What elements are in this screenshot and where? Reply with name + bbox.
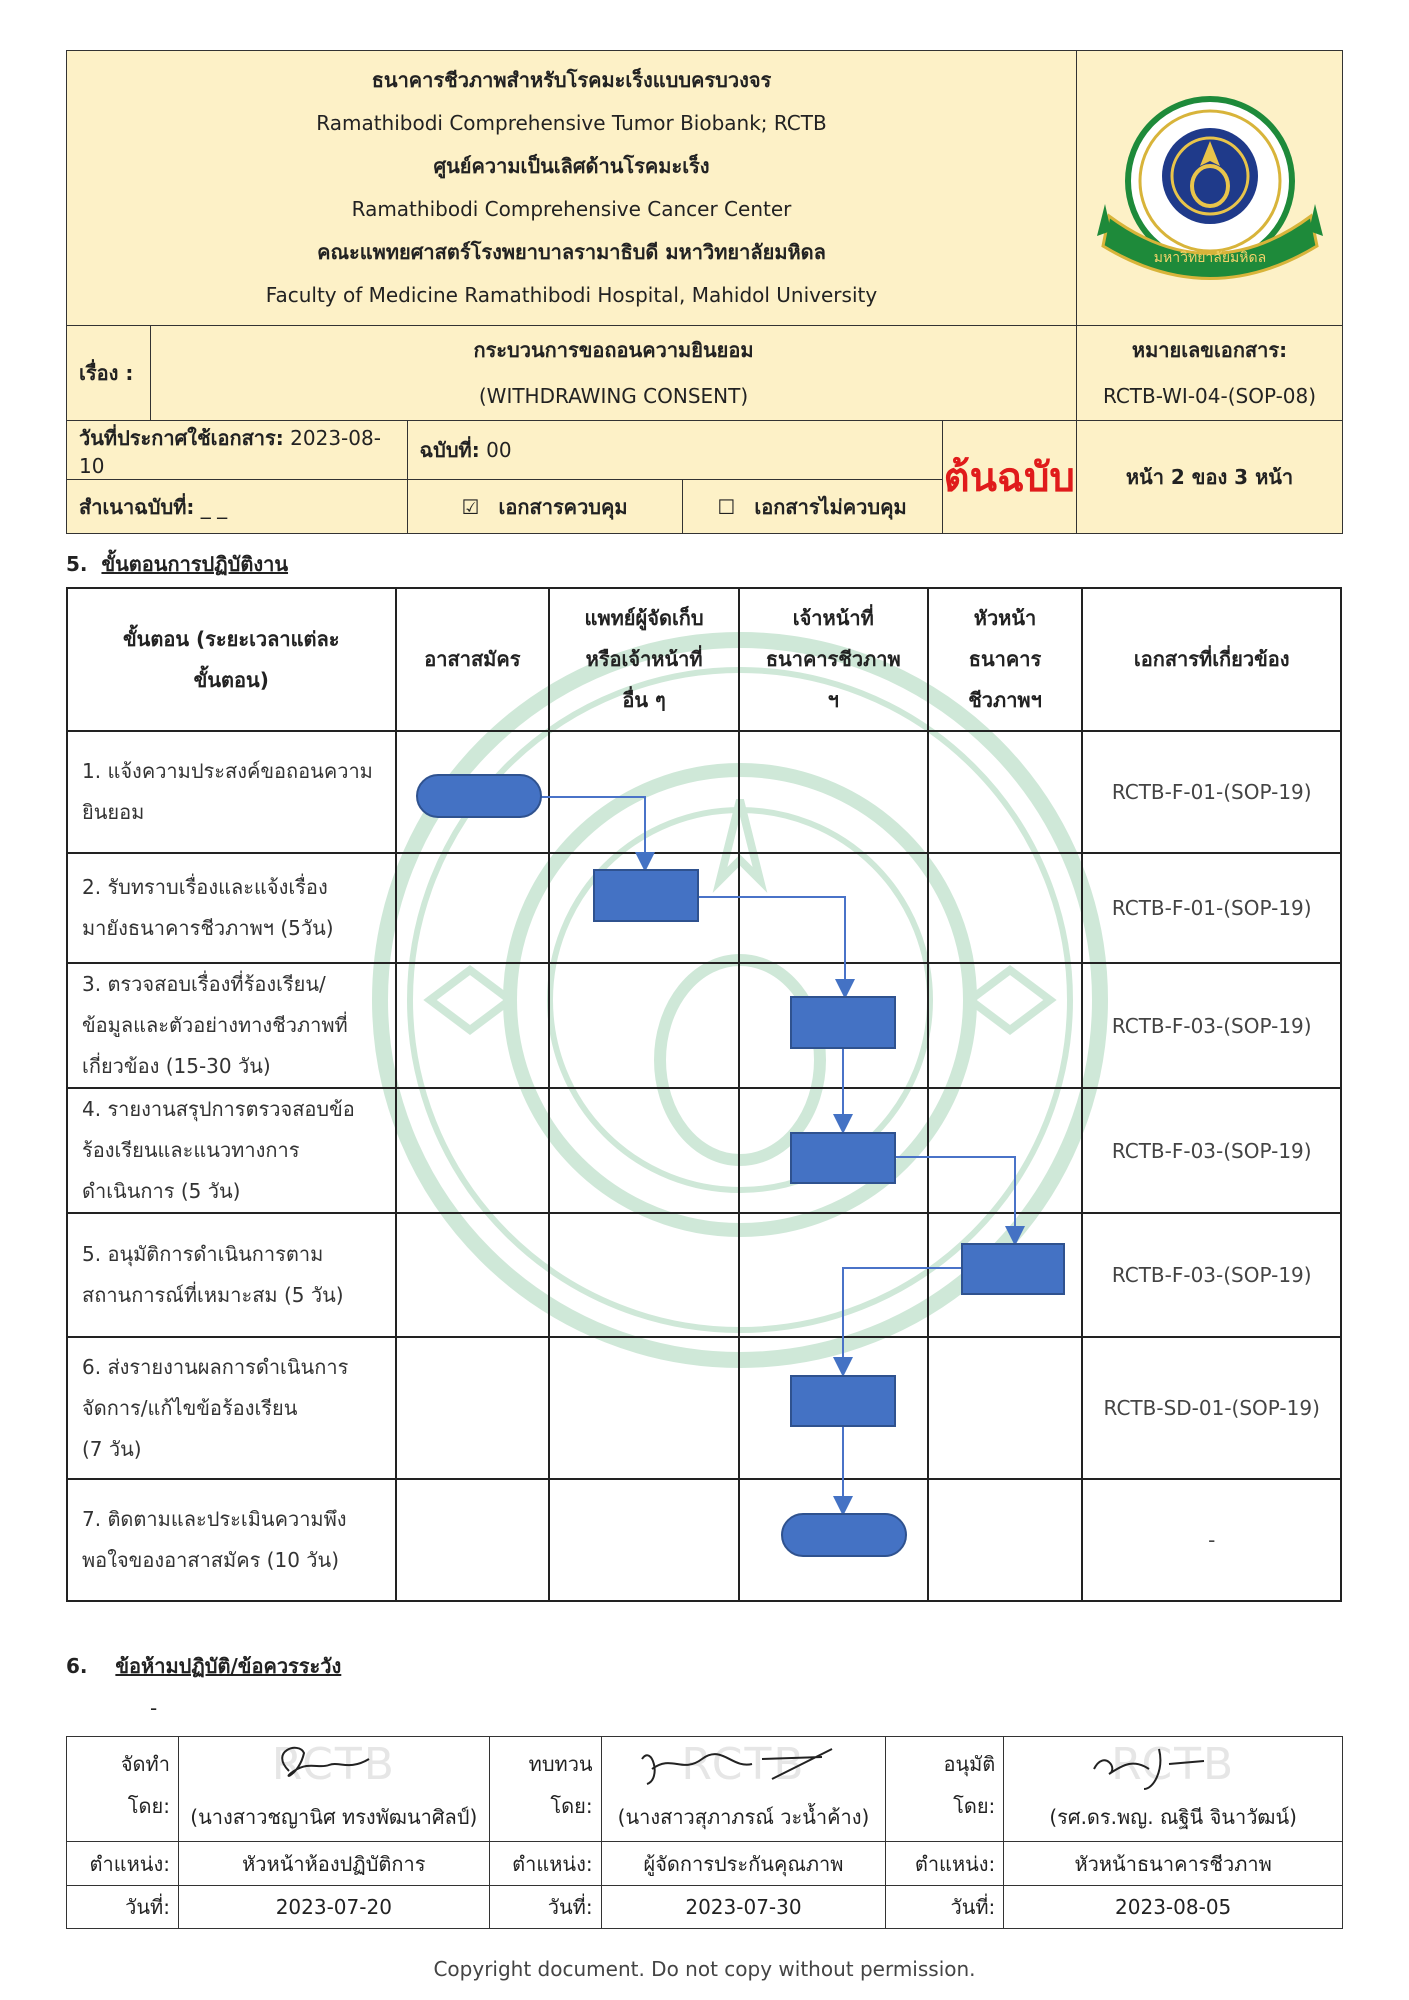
date-label: วันที่:	[886, 1886, 1004, 1929]
step-line: ยินยอม	[82, 800, 145, 824]
controlled-option[interactable]	[407, 480, 682, 534]
step-line: มายังธนาคารชีวภาพฯ (5วัน)	[82, 916, 334, 940]
edition-number: 00	[486, 438, 512, 462]
step-line: 5. อนุมัติการดำเนินการตาม	[82, 1242, 324, 1266]
role-by-label: โดย:	[550, 1794, 593, 1818]
position-label: ตำแหน่ง:	[489, 1842, 601, 1886]
subject-label: เรื่อง :	[67, 326, 151, 421]
copy-number-label: สำเนาฉบับที่:	[79, 494, 195, 519]
header-line: หัวหน้า	[973, 606, 1037, 630]
signer-position: ผู้จัดการประกันคุณภาพ	[601, 1842, 886, 1886]
section-title: ขั้นตอนการปฏิบัติงาน	[101, 552, 289, 576]
page-number: หน้า 2 ของ 3 หน้า	[1077, 421, 1343, 534]
document-number-label: หมายเลขเอกสาร:	[1131, 338, 1288, 362]
document-number: RCTB-WI-04-(SOP-08)	[1102, 384, 1317, 408]
section-number: 5.	[66, 552, 88, 576]
signer-name: (นางสาวชญานิศ ทรงพัฒนาศิลป์)	[178, 1793, 489, 1842]
header-line: เอกสารที่เกี่ยวข้อง	[1133, 647, 1290, 671]
rctb-watermark: RCTB	[271, 1739, 396, 1791]
document-header	[66, 50, 1343, 534]
related-document: RCTB-F-01-(SOP-19)	[1082, 731, 1341, 853]
step-line: 7. ติดตามและประเมินความพึง	[82, 1507, 347, 1531]
header-line: ชีวภาพฯ	[968, 688, 1042, 712]
step-line: พอใจของอาสาสมัคร (10 วัน)	[82, 1548, 339, 1572]
signature-cell	[1004, 1737, 1343, 1793]
header-line: ขั้นตอน)	[193, 667, 269, 692]
header-biobank-head	[928, 588, 1083, 731]
step-line: จัดการ/แก้ไขข้อร้องเรียน	[82, 1395, 298, 1420]
header-step	[67, 588, 396, 731]
role-label: อนุมัติ	[943, 1752, 996, 1776]
header-line: ธนาคาร	[968, 647, 1042, 671]
related-document: RCTB-F-03-(SOP-19)	[1082, 1088, 1341, 1213]
sign-date: 2023-07-30	[601, 1886, 886, 1929]
step-line: ร้องเรียนและแนวทางการ	[82, 1138, 300, 1162]
signature-cell	[601, 1737, 886, 1793]
effective-date: 2023-08-10	[79, 426, 381, 478]
signature-table	[66, 1736, 1343, 1929]
org-line: Faculty of Medicine Ramathibodi Hospital, Mahidol University	[265, 283, 878, 307]
date-label: วันที่:	[67, 1886, 179, 1929]
step-line: 3. ตรวจสอบเรื่องที่ร้องเรียน/	[82, 972, 326, 996]
related-document: RCTB-SD-01-(SOP-19)	[1082, 1337, 1341, 1479]
org-line: ศูนย์ความเป็นเลิศด้านโรคมะเร็ง	[433, 154, 710, 178]
header-line: หรือเจ้าหน้าที่	[585, 647, 703, 671]
header-doctor	[549, 588, 739, 731]
logo-cell	[1077, 51, 1343, 326]
header-biobank-staff	[739, 588, 928, 731]
role-by-label: โดย:	[127, 1794, 170, 1818]
edition-cell	[407, 421, 942, 480]
process-row	[67, 1213, 1341, 1337]
process-row	[67, 731, 1341, 853]
step-cell	[67, 731, 396, 853]
role-label: จัดทำ	[120, 1752, 170, 1776]
section-title: ข้อห้ามปฏิบัติ/ข้อควรระวัง	[115, 1654, 342, 1678]
step-cell	[67, 1337, 396, 1479]
section-number: 6.	[66, 1654, 88, 1678]
position-label: ตำแหน่ง:	[67, 1842, 179, 1886]
sign-date: 2023-08-05	[1004, 1886, 1343, 1929]
role-by-label: โดย:	[953, 1794, 996, 1818]
step-line: เกี่ยวข้อง (15-30 วัน)	[82, 1054, 271, 1078]
handwritten-signature	[1074, 1739, 1234, 1793]
document-number-cell	[1077, 326, 1343, 421]
step-line: สถานการณ์ที่เหมาะสม (5 วัน)	[82, 1283, 344, 1307]
step-line: 1. แจ้งความประสงค์ขอถอนความ	[82, 759, 373, 783]
copy-number-cell	[67, 480, 408, 534]
subject-thai: กระบวนการขอถอนความยินยอม	[473, 338, 754, 362]
uncontrolled-checkbox[interactable]: ☐	[717, 494, 736, 519]
step-line: (7 วัน)	[82, 1436, 142, 1461]
uncontrolled-label: เอกสารไม่ควบคุม	[754, 494, 907, 519]
header-line: อื่น ๆ	[622, 688, 666, 712]
process-row	[67, 963, 1341, 1088]
step-cell	[67, 1479, 396, 1601]
organization-block	[67, 51, 1077, 326]
effective-date-cell	[67, 421, 408, 480]
related-document: RCTB-F-03-(SOP-19)	[1082, 963, 1341, 1088]
copy-number: _ _	[200, 494, 228, 519]
prepared-by-label	[67, 1737, 179, 1842]
approved-by-label	[886, 1737, 1004, 1842]
rctb-watermark: RCTB	[1111, 1739, 1236, 1791]
header-line: อาสาสมัคร	[424, 647, 521, 671]
step-cell	[67, 963, 396, 1088]
header-documents	[1082, 588, 1341, 731]
controlled-checkbox[interactable]: ☑	[461, 494, 480, 519]
sign-date: 2023-07-20	[178, 1886, 489, 1929]
header-line: แพทย์ผู้จัดเก็บ	[584, 606, 704, 630]
step-line: ข้อมูลและตัวอย่างทางชีวภาพที่	[82, 1013, 348, 1037]
process-table	[66, 587, 1342, 1602]
role-label: ทบทวน	[528, 1752, 593, 1776]
step-line: ดำเนินการ (5 วัน)	[82, 1179, 241, 1203]
step-cell	[67, 1213, 396, 1337]
signer-position: หัวหน้าห้องปฏิบัติการ	[178, 1842, 489, 1886]
section-5-heading	[66, 548, 288, 580]
subject-cell	[151, 326, 1077, 421]
signer-name: (นางสาวสุภาภรณ์ วะน้ำค้าง)	[601, 1793, 886, 1842]
org-line: Ramathibodi Comprehensive Cancer Center	[351, 197, 792, 221]
mahidol-logo	[1095, 86, 1325, 286]
header-line: ขั้นตอน (ระยะเวลาแต่ละ	[123, 626, 340, 651]
copyright-footer: Copyright document. Do not copy without permission.	[433, 1957, 976, 1981]
subject-english: (WITHDRAWING CONSENT)	[478, 384, 749, 408]
uncontrolled-option[interactable]	[682, 480, 942, 534]
handwritten-signature	[259, 1741, 399, 1791]
handwritten-signature	[622, 1739, 862, 1793]
header-line: ฯ	[827, 688, 839, 712]
process-row	[67, 1088, 1341, 1213]
step-line: 2. รับทราบเรื่องและแจ้งเรื่อง	[82, 875, 328, 899]
org-line: Ramathibodi Comprehensive Tumor Biobank; RCTB	[316, 111, 827, 135]
header-volunteer	[396, 588, 550, 731]
section-6-heading	[66, 1650, 341, 1682]
edition-label: ฉบับที่:	[419, 438, 480, 462]
related-document: RCTB-F-01-(SOP-19)	[1082, 853, 1341, 963]
step-cell	[67, 853, 396, 963]
step-line: 4. รายงานสรุปการตรวจสอบข้อ	[82, 1097, 355, 1121]
header-line: ธนาคารชีวภาพ	[765, 647, 901, 671]
header-line: เจ้าหน้าที่	[792, 606, 874, 630]
effective-date-label: วันที่ประกาศใช้เอกสาร:	[79, 426, 284, 450]
related-document: -	[1082, 1479, 1341, 1601]
step-cell	[67, 1088, 396, 1213]
signature-cell	[178, 1737, 489, 1793]
org-line: ธนาคารชีวภาพสำหรับโรคมะเร็งแบบครบวงจร	[371, 68, 772, 92]
process-row	[67, 1337, 1341, 1479]
position-label: ตำแหน่ง:	[886, 1842, 1004, 1886]
related-document: RCTB-F-03-(SOP-19)	[1082, 1213, 1341, 1337]
controlled-label: เอกสารควบคุม	[498, 494, 628, 519]
org-line: คณะแพทยศาสตร์โรงพยาบาลรามาธิบดี มหาวิทยาลัยมหิดล	[317, 240, 826, 264]
section-6-content: -	[150, 1696, 158, 1720]
process-row	[67, 853, 1341, 963]
process-header-row	[67, 588, 1341, 731]
signer-position: หัวหน้าธนาคารชีวภาพ	[1004, 1842, 1343, 1886]
signer-name: (รศ.ดร.พญ. ณฐินี จินาวัฒน์)	[1004, 1793, 1343, 1842]
reviewed-by-label	[489, 1737, 601, 1842]
logo-text: มหาวิทยาลัยมหิดล	[1153, 250, 1266, 266]
process-row	[67, 1479, 1341, 1601]
rctb-watermark: RCTB	[681, 1739, 806, 1791]
step-line: 6. ส่งรายงานผลการดำเนินการ	[82, 1354, 349, 1379]
date-label: วันที่:	[489, 1886, 601, 1929]
original-stamp: ต้นฉบับ	[942, 421, 1076, 534]
